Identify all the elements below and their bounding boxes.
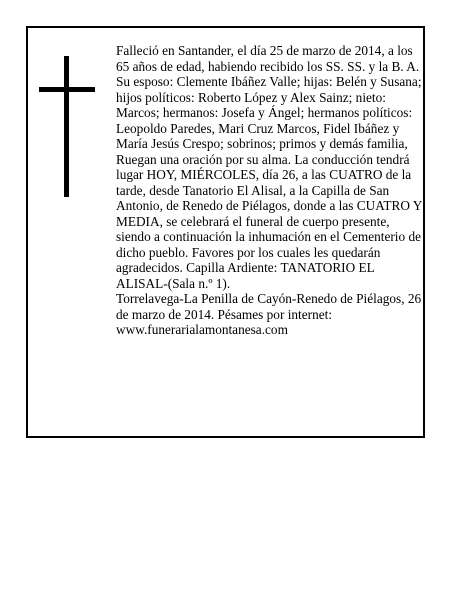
obituary-notice [26, 26, 425, 438]
cross-vertical-bar [64, 56, 69, 197]
funeral-details: Ruegan una oración por su alma. La conducción tendrá lugar HOY, MIÉRCOLES, día 26, a las CUATRO de la tarde, desde Tanatorio El Alisal, a la Capilla de San Antonio, de Renedo de Piélagos, donde a las CUATRO Y MEDIA, se celebrará el funeral de cuerpo presente, siendo a continuación la inhumación en el Cementerio de dicho pueblo. Favores por los cuales les quedarán agradecidos. Capilla Ardiente: TANATORIO EL ALISAL-(Sala n.º 1). [116, 151, 422, 291]
death-announcement: Falleció en Santander, el día 25 de marzo de 2014, a los 65 años de edad, habiendo recibido los SS. SS. y la B. A. [116, 43, 420, 74]
cross-horizontal-bar [39, 87, 95, 92]
family-list: Su esposo: Clemente Ibáñez Valle; hijas: Belén y Susana; hijos políticos: Roberto López y Alex Sainz; nieto: Marcos; hermanos: Josefa y Ángel; hermanos políticos: Leopoldo Paredes, Mari Cruz Marcos, Fidel Ibáñez y María Jesús Crespo; sobrinos; primos y demás familia, [116, 74, 422, 151]
cross-icon [39, 56, 95, 197]
place-date-condolences: Torrelavega-La Penilla de Cayón-Renedo de Piélagos, 26 de marzo de 2014. Pésames por internet: www.funerarialamontanesa.com [116, 291, 422, 337]
notice-body [116, 43, 424, 338]
